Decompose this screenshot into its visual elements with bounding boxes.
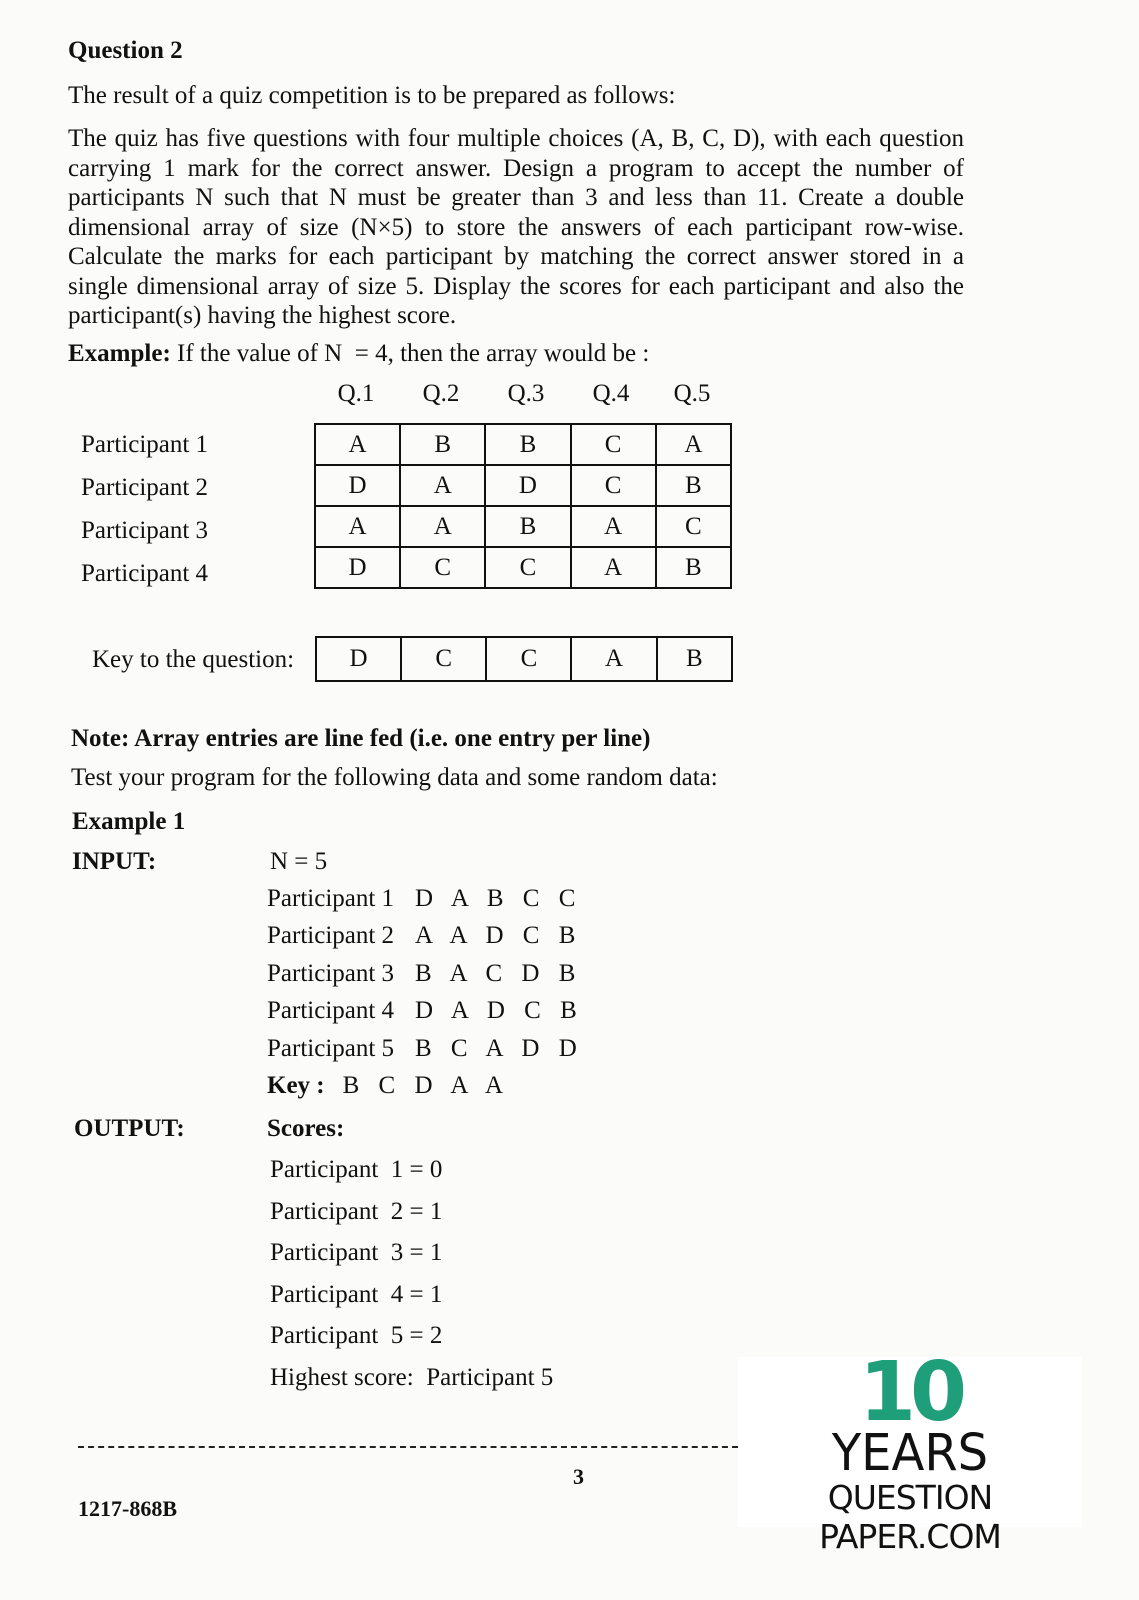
table-cell: C [401,637,486,681]
highest-score: Highest score: Participant 5 [270,1364,554,1391]
input-row-label: Participant 2 [267,922,395,949]
score-line: Participant 3 = 1 [270,1239,443,1266]
question-header: Q.2 [422,380,460,407]
key-table [315,636,733,682]
table-cell: C [571,424,656,465]
input-row [267,885,582,913]
example1-title: Example 1 [72,808,186,835]
table-cell: A [315,424,400,465]
table-cell: D [485,465,570,506]
paragraph-line: Calculate the marks for each participant by matching the correct answer stored in a [68,243,964,270]
paragraph-line: participants N such that N must be greater than 3 and less than 11. Create a double [68,184,964,211]
table-cell: A [656,424,731,465]
input-row-label: Participant 1 [267,885,395,912]
answers-table [314,423,732,589]
footer-divider [78,1446,738,1448]
input-row-label: Participant 5 [267,1035,395,1062]
table-cell: A [315,506,400,547]
paragraph-line: The quiz has five questions with four multiple choices (A, B, C, D), with each question [68,125,964,152]
input-row [267,960,582,988]
input-row-answers: B A C D B [415,960,582,987]
score-line: Participant 5 = 2 [270,1322,443,1349]
example-key-value: B C D A A [342,1072,510,1099]
score-line: Participant 1 = 0 [270,1156,443,1183]
participant-label: Participant 4 [81,560,209,587]
table-cell: C [485,547,570,588]
participant-label: Participant 1 [81,431,209,458]
logo-years: YEARS [831,1423,989,1483]
score-line: Participant 2 = 1 [270,1198,443,1225]
input-row-answers: B C A D D [415,1035,584,1062]
table-cell: D [316,637,401,681]
example-intro [68,340,649,368]
example-text: If the value of N = 4, then the array would be : [170,340,650,367]
table-cell: B [400,424,485,465]
paper-code: 1217-868B [78,1496,177,1521]
paragraph-line: single dimensional array of size 5. Display the scores for each participant and also the [68,272,964,300]
table-row [315,506,731,547]
note-text: Note: Array entries are line fed (i.e. one entry per line) [71,725,651,752]
participant-label: Participant 2 [81,474,209,501]
question-header: Q.3 [507,380,545,407]
input-row-answers: A A D C B [415,922,582,949]
table-row [315,465,731,506]
logo-site: QUESTION PAPER.COM [819,1478,1001,1556]
example-key-label: Key : [267,1072,325,1099]
table-cell: C [400,547,485,588]
table-cell: C [571,465,656,506]
test-instruction: Test your program for the following data and some random data: [71,764,718,791]
table-cell: D [315,547,400,588]
score-line: Participant 4 = 1 [270,1281,443,1308]
paragraph-line: dimensional array of size (N×5) to store the answers of each participant row-wise. [68,213,964,241]
n-value: N = 5 [270,848,328,875]
scores-label: Scores: [267,1115,345,1142]
table-cell: C [656,506,731,547]
key-label: Key to the question: [92,646,295,673]
question-header: Q.1 [337,380,375,407]
table-cell: A [400,506,485,547]
table-cell: A [571,506,656,547]
output-label: OUTPUT: [74,1115,185,1142]
question-title: Question 2 [68,37,183,64]
input-label: INPUT: [72,848,157,875]
paragraph-line: carrying 1 mark for the correct answer. Design a program to accept the number of [68,154,964,182]
table-cell: B [657,637,732,681]
input-row-label: Participant 3 [267,960,395,987]
table-row [315,424,731,465]
page-number: 3 [573,1464,584,1489]
input-row [267,922,582,950]
table-cell: C [486,637,571,681]
input-row-answers: D A D C B [415,997,584,1024]
site-logo [738,1345,1082,1556]
table-cell: B [485,424,570,465]
participant-label: Participant 3 [81,517,209,544]
example-key [267,1072,510,1100]
table-row [316,637,732,681]
input-row [267,1035,584,1063]
table-cell: B [485,506,570,547]
table-cell: D [315,465,400,506]
problem-paragraph [68,124,964,331]
table-cell: B [656,547,731,588]
table-cell: A [571,547,656,588]
input-row-label: Participant 4 [267,997,395,1024]
table-cell: A [571,637,656,681]
table-cell: A [400,465,485,506]
table-row [315,547,731,588]
paragraph-line: participant(s) having the highest score. [68,302,457,329]
input-row [267,997,584,1025]
logo-number: 10 [858,1345,962,1440]
intro-text: The result of a quiz competition is to be prepared as follows: [68,82,676,109]
question-header: Q.4 [592,380,630,407]
question-header: Q.5 [673,380,711,407]
table-cell: B [656,465,731,506]
input-row-answers: D A B C C [415,885,582,912]
example-label: Example: [68,340,171,367]
